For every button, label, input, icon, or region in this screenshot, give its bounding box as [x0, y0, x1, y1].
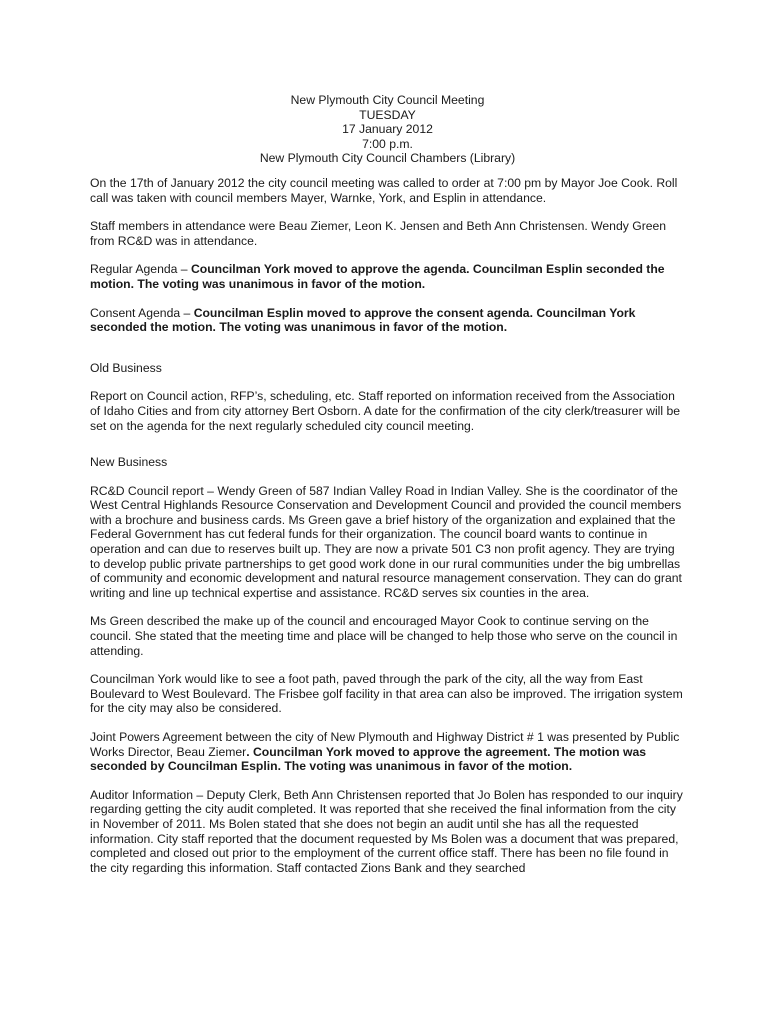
document-page — [90, 93, 685, 889]
new-business-heading: New Business — [90, 455, 168, 470]
regular-agenda-label: Regular Agenda – — [90, 262, 191, 277]
regular-agenda-paragraph — [90, 262, 685, 291]
old-business-heading: Old Business — [90, 360, 162, 375]
meeting-time: 7:00 p.m. — [362, 136, 413, 151]
call-to-order-paragraph: On the 17th of January 2012 the city council meeting was called to order at 7:00 pm by Mayor Joe Cook. Roll call was taken with council members Mayer, Warnke, York, and Esplin in attendance. — [90, 175, 678, 205]
foot-path-paragraph: Councilman York would like to see a foot path, paved through the park of the city, all the way from East Boulevard to West Boulevard. The Frisbee golf facility in that area can also be improved. The irrigation system for the city may also be considered. — [90, 672, 683, 716]
consent-agenda-paragraph — [90, 306, 685, 335]
old-business-report-paragraph: Report on Council action, RFP’s, scheduling, etc. Staff reported on information received from the Association of Idaho Cities and from city attorney Bert Osborn. A date for the confirmation of the city clerk/treasurer will be set on the agenda for the next regularly scheduled city council meeting. — [90, 389, 681, 433]
staff-attendance-paragraph: Staff members in attendance were Beau Ziemer, Leon K. Jensen and Beth Ann Christensen. Wendy Green from RC&D was in attendance. — [90, 219, 667, 248]
jpa-paragraph — [90, 730, 685, 774]
jpa-text: Joint Powers Agreement between the city of New Plymouth and Highway District # 1 was presented by Public Works Director, Beau Ziemer — [90, 730, 680, 759]
meeting-location: New Plymouth City Council Chambers (Library) — [259, 151, 516, 166]
regular-agenda-motion: Councilman York moved to approve the agenda. Councilman Esplin seconded the motion. The voting was unanimous in favor of the motion. — [90, 262, 665, 291]
meeting-header — [90, 93, 685, 166]
rcd-report-paragraph: RC&D Council report – Wendy Green of 587 Indian Valley Road in Indian Valley. She is the coordinator of the West Central Highlands Resource Conservation and Development Council and provided the council members with a brochure and business cards. Ms Green gave a brief history of the organization and explained that the Federal Government has cut federal funds for their organization. The council board wants to continue in operation and can due to reserves built up. They are now a private 501 C3 non profit agency. They are trying to develop public private partnerships to get good work done in our rural communities under the big umbrellas of community and economic development and natural resource management conservation. They can do grant writing and line up technical expertise and assistance. RC&D serves six counties in the area. — [90, 483, 682, 600]
meeting-title: New Plymouth City Council Meeting — [290, 93, 485, 107]
auditor-paragraph: Auditor Information – Deputy Clerk, Beth Ann Christensen reported that Jo Bolen has responded to our inquiry regarding getting the city audit completed. It was reported that she received the final information from the city in November of 2011. Ms Bolen stated that she does not begin an audit until she has all the requested information. City staff reported that the document requested by Ms Bolen was a document that was prepared, completed and closed out prior to the employment of the current office staff. There has been no file found in the city regarding this information. Staff contacted Zions Bank and they searched — [90, 787, 683, 875]
consent-agenda-motion: Councilman Esplin moved to approve the consent agenda. Councilman York seconded the motion. The voting was unanimous in favor of the motion. — [90, 305, 636, 335]
meeting-day: TUESDAY — [359, 107, 416, 122]
meeting-date: 17 January 2012 — [342, 122, 433, 137]
jpa-motion: . Councilman York moved to approve the agreement. The motion was seconded by Councilman Esplin. The voting was unanimous in favor of the motion. — [90, 744, 647, 774]
ms-green-paragraph: Ms Green described the make up of the council and encouraged Mayor Cook to continue serving on the council. She stated that the meeting time and place will be changed to help those who serve on the council in attending. — [90, 614, 678, 658]
consent-agenda-label: Consent Agenda – — [90, 305, 194, 320]
